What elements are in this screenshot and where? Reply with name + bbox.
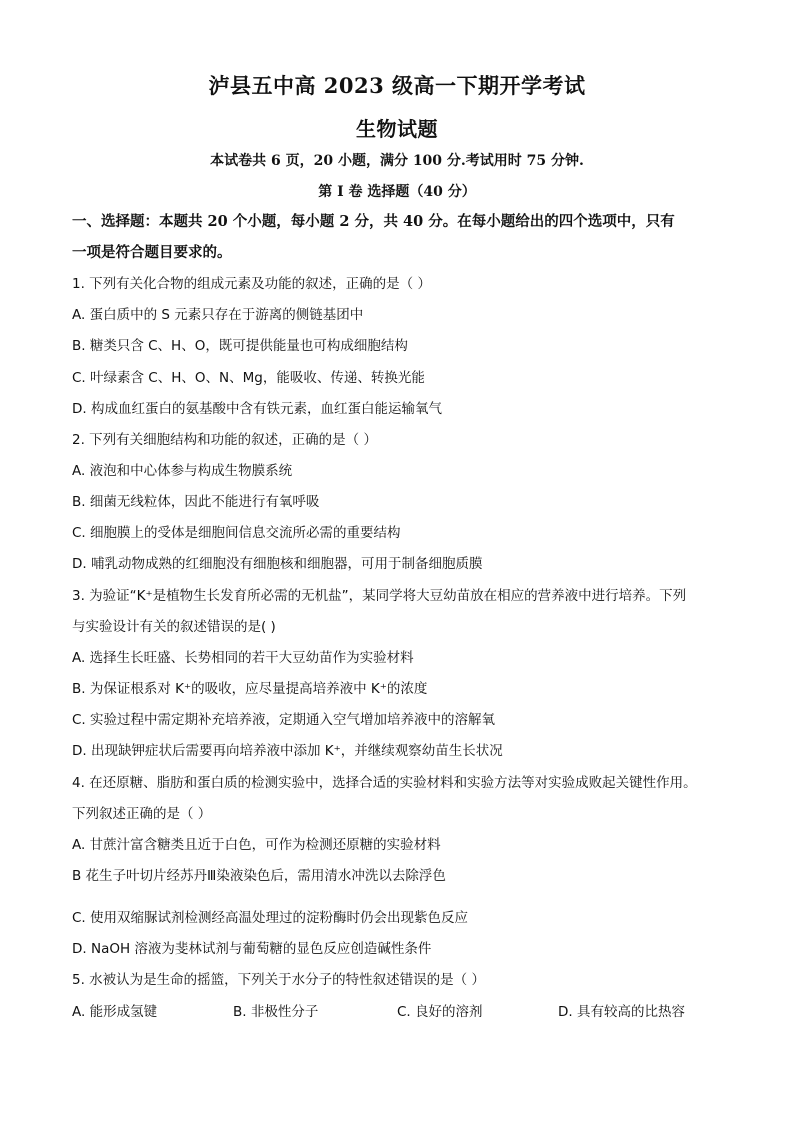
question-2-option-c: C. 细胞膜上的受体是细胞间信息交流所必需的重要结构 [72, 525, 401, 541]
question-2-option-a: A. 液泡和中心体参与构成生物膜系统 [72, 463, 293, 479]
question-4-option-a: A. 甘蔗汁富含糖类且近于白色，可作为检测还原糖的实验材料 [72, 837, 441, 853]
question-2-option-d: D. 哺乳动物成熟的红细胞没有细胞核和细胞器，可用于制备细胞质膜 [72, 556, 483, 572]
question-3-stem-line-1: 3. 为验证“K⁺是植物生长发育所必需的无机盐”，某同学将大豆幼苗放在相应的营养液中进行培养。下列 [72, 588, 687, 604]
question-3-option-a: A. 选择生长旺盛、长势相同的若干大豆幼苗作为实验材料 [72, 650, 414, 666]
question-4-stem-line-1: 4. 在还原糖、脂肪和蛋白质的检测实验中，选择合适的实验材料和实验方法等对实验成败起关键性作用。 [72, 775, 697, 791]
part-heading: 第 I 卷 选择题（40 分） [318, 184, 476, 200]
exam-info: 本试卷共 6 页，20 小题，满分 100 分.考试用时 75 分钟. [210, 153, 584, 169]
question-1-option-c: C. 叶绿素含 C、H、O、N、Mg，能吸收、传递、转换光能 [72, 370, 425, 386]
exam-title: 泸县五中高 2023 级高一下期开学考试 [208, 73, 586, 98]
question-5-option-b: B. 非极性分子 [233, 1004, 319, 1020]
question-3-option-c: C. 实验过程中需定期补充培养液，定期通入空气增加培养液中的溶解氧 [72, 712, 496, 728]
question-2-option-b: B. 细菌无线粒体，因此不能进行有氧呼吸 [72, 494, 320, 510]
question-1-option-d: D. 构成血红蛋白的氨基酸中含有铁元素，血红蛋白能运输氧气 [72, 401, 442, 417]
question-1-stem: 1. 下列有关化合物的组成元素及功能的叙述，正确的是（ ） [72, 276, 431, 292]
question-4-stem-line-2: 下列叙述正确的是（ ） [72, 806, 212, 822]
question-3-option-b: B. 为保证根系对 K⁺的吸收，应尽量提高培养液中 K⁺的浓度 [72, 681, 428, 697]
question-5-option-a: A. 能形成氢键 [72, 1004, 158, 1020]
question-1-option-b: B. 糖类只含 C、H、O，既可提供能量也可构成细胞结构 [72, 338, 408, 354]
question-4-option-b: B 花生子叶切片经苏丹Ⅲ染液染色后，需用清水冲洗以去除浮色 [72, 868, 446, 884]
section-instruction-line-2: 一项是符合题目要求的。 [72, 244, 232, 261]
question-3-option-d: D. 出现缺钾症状后需要再向培养液中添加 K⁺，并继续观察幼苗生长状况 [72, 743, 503, 759]
section-instruction-line-1: 一、选择题：本题共 20 个小题，每小题 2 分，共 40 分。在每小题给出的四个选项中，只有 [72, 213, 675, 230]
question-4-option-d: D. NaOH 溶液为斐林试剂与葡萄糖的显色反应创造碱性条件 [72, 941, 432, 957]
question-2-stem: 2. 下列有关细胞结构和功能的叙述，正确的是（ ） [72, 432, 377, 448]
question-4-option-c: C. 使用双缩脲试剂检测经高温处理过的淀粉酶时仍会出现紫色反应 [72, 910, 469, 926]
question-5-option-d: D. 具有较高的比热容 [558, 1004, 685, 1020]
question-5-stem: 5. 水被认为是生命的摇篮，下列关于水分子的特性叙述错误的是（ ） [72, 972, 485, 988]
subject-title: 生物试题 [356, 117, 438, 141]
question-1-option-a: A. 蛋白质中的 S 元素只存在于游离的侧链基团中 [72, 307, 364, 323]
question-5-option-c: C. 良好的溶剂 [397, 1004, 483, 1020]
question-3-stem-line-2: 与实验设计有关的叙述错误的是( ) [72, 619, 276, 635]
